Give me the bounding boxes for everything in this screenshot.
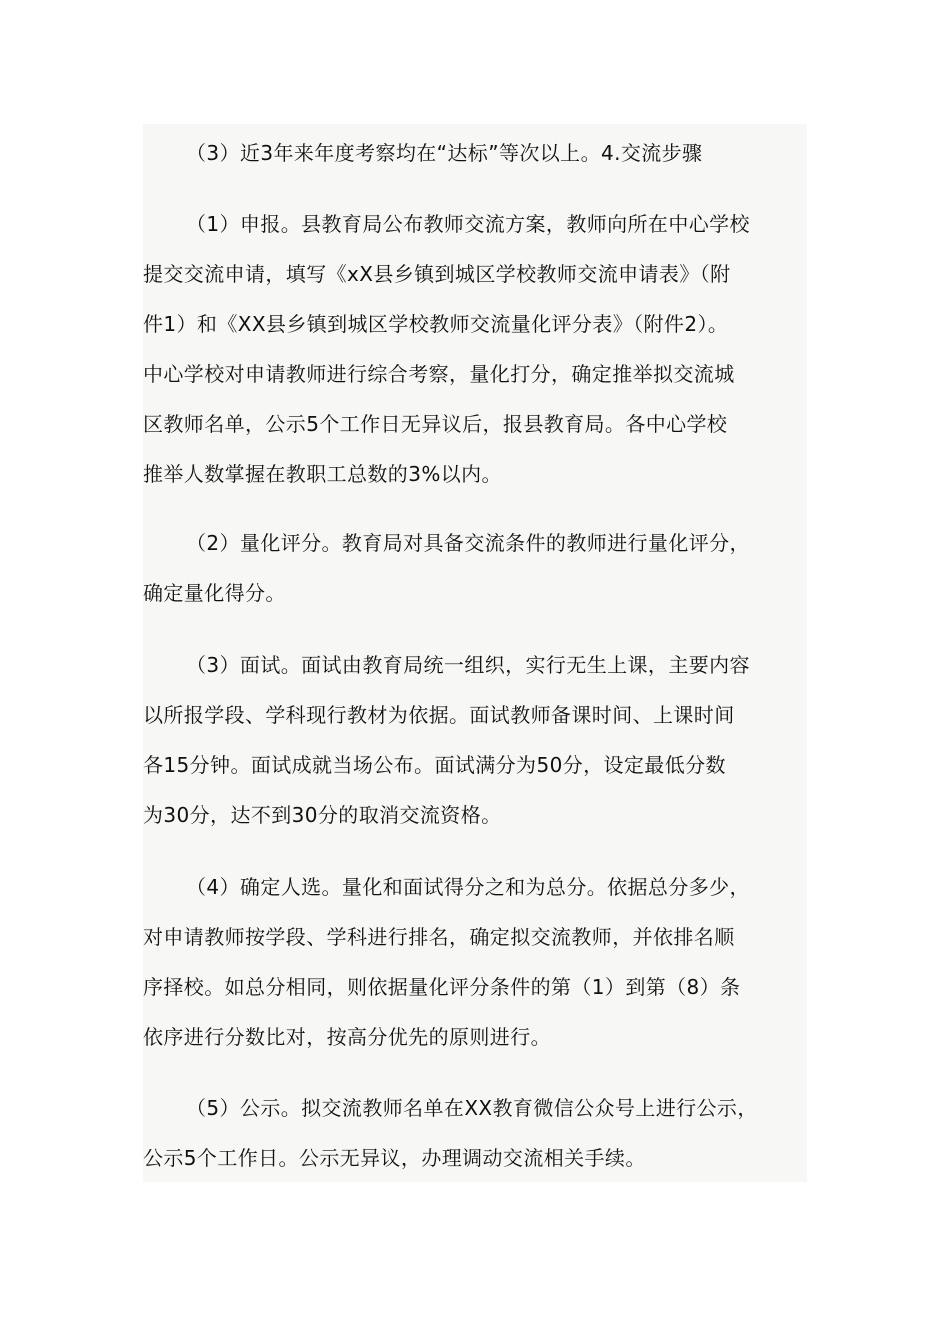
text-line: 序择校。如总分相同，则依据量化评分条件的第（1）到第（8）条 xyxy=(143,975,741,999)
text-line: 各15分钟。面试成就当场公布。面试满分为50分，设定最低分数 xyxy=(143,753,726,777)
text-line: （2）量化评分。教育局对具备交流条件的教师进行量化评分， xyxy=(186,531,750,555)
text-line: 依序进行分数比对，按高分优先的原则进行。 xyxy=(143,1025,551,1049)
text-line: 以所报学段、学科现行教材为依据。面试教师备课时间、上课时间 xyxy=(143,703,735,727)
paragraph-step-3-interview xyxy=(143,640,807,840)
text-line: 区教师名单，公示5个工作日无异议后，报县教育局。各中心学校 xyxy=(143,412,728,436)
paragraph-step-5-publicity xyxy=(143,1083,807,1183)
text-line: （1）申报。县教育局公布教师交流方案，教师向所在中心学校 xyxy=(186,212,750,236)
text-line: 为30分，达不到30分的取消交流资格。 xyxy=(143,803,502,827)
text-line: （4）确定人选。量化和面试得分之和为总分。依据总分多少， xyxy=(186,875,750,899)
paragraph-qualification-3 xyxy=(143,128,807,178)
text-line: 确定量化得分。 xyxy=(143,581,286,605)
paragraph-step-2-scoring xyxy=(143,518,807,618)
text-line: （3）面试。面试由教育局统一组织，实行无生上课，主要内容 xyxy=(186,653,750,677)
text-line: （5）公示。拟交流教师名单在XX教育微信公众号上进行公示， xyxy=(186,1096,758,1120)
document-body xyxy=(143,124,807,1182)
paragraph-step-4-selection xyxy=(143,862,807,1062)
paragraph-step-1-apply xyxy=(143,199,807,499)
text-line: 件1）和《XX县乡镇到城区学校教师交流量化评分表》（附件2）。 xyxy=(143,312,729,336)
text-line: 中心学校对申请教师进行综合考察，量化打分，确定推举拟交流城 xyxy=(143,362,735,386)
text-line: 公示5个工作日。公示无异议，办理调动交流相关手续。 xyxy=(143,1146,646,1170)
text-line: 提交交流申请，填写《xX县乡镇到城区学校教师交流申请表》（附 xyxy=(143,262,731,286)
text-line: 推举人数掌握在教职工总数的3%以内。 xyxy=(143,462,502,486)
text-line: （3）近3年来年度考察均在“达标”等次以上。4.交流步骤 xyxy=(186,141,703,165)
text-line: 对申请教师按学段、学科进行排名，确定拟交流教师，并依排名顺 xyxy=(143,925,735,949)
